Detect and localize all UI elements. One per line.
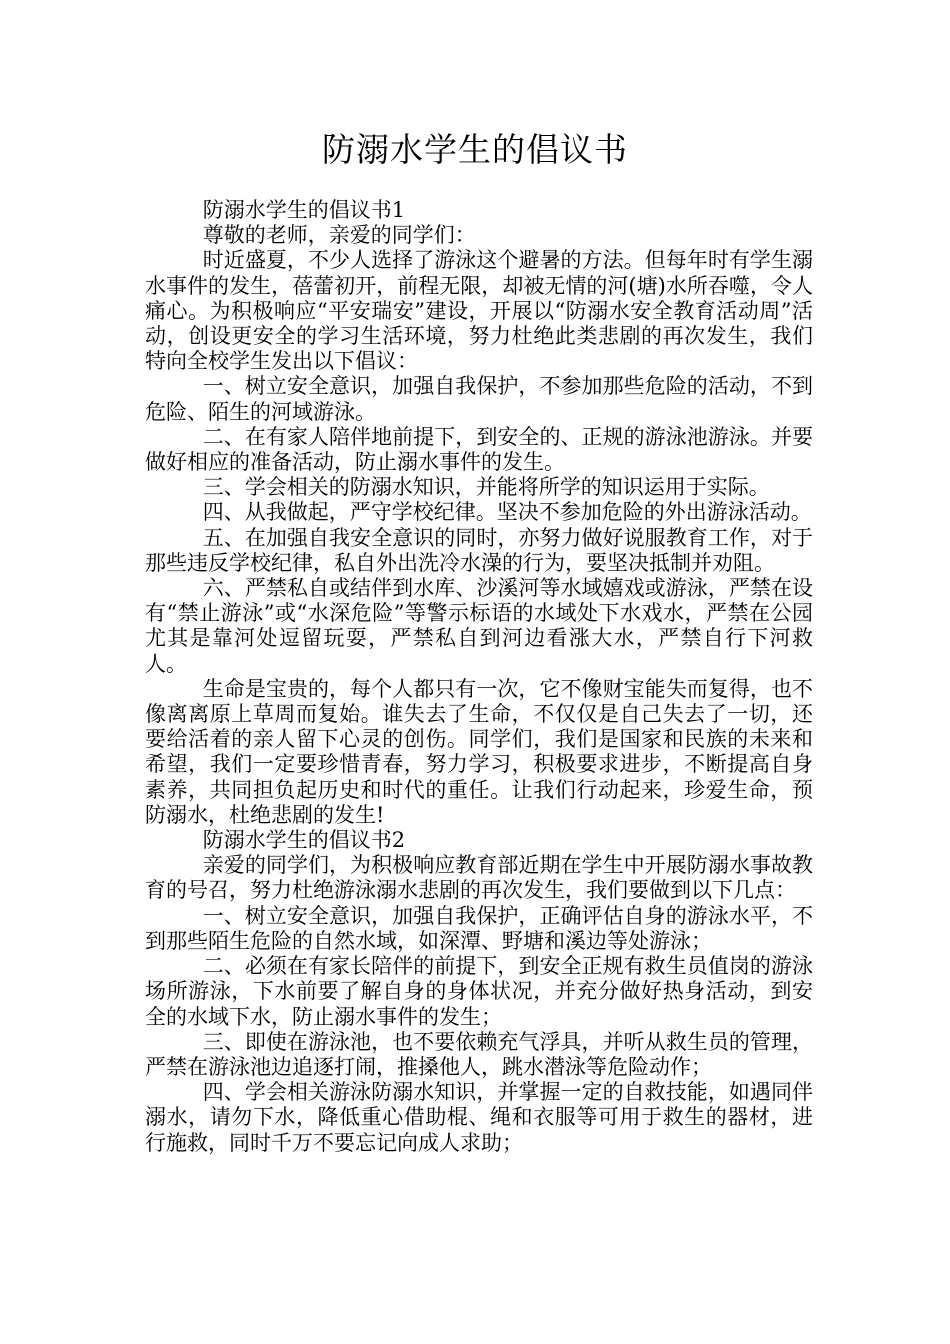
section-heading-2: 防溺水学生的倡议书2 <box>202 828 406 853</box>
paragraph-item-2-4: 四、学会相关游泳防溺水知识，并掌握一定的自救技能，如遇同伴溺水，请勿下水，降低重心借助棍、绳和衣服等可用于救生的器材，进行施救，同时千万不要忘记向成人求助； <box>145 1080 813 1155</box>
paragraph-intro-2: 亲爱的同学们，为积极响应教育部近期在学生中开展防溺水事故教育的号召，努力杜绝游泳溺水悲剧的再次发生，我们要做到以下几点： <box>145 853 813 903</box>
document-body <box>145 198 813 1156</box>
paragraph-item-2-1: 一、树立安全意识，加强自我保护，正确评估自身的游泳水平，不到那些陌生危险的自然水域，如深潭、野塘和溪边等处游泳； <box>145 903 813 953</box>
section-heading-1: 防溺水学生的倡议书1 <box>202 198 406 222</box>
paragraph-conclusion: 生命是宝贵的，每个人都只有一次，它不像财宝能失而复得，也不像离离原上草周而复始。谁失去了生命，不仅仅是自己失去了一切，还要给活着的亲人留下心灵的创伤。同学们，我们是国家和民族的未来和希望，我们一定要珍惜青春，努力学习，积极要求进步，不断提高自身素养，共同担负起历史和时代的重任。让我们行动起来，珍爱生命，预防溺水，杜绝悲剧的发生! <box>145 676 813 827</box>
paragraph-item-6: 六、严禁私自或结伴到水库、沙溪河等水域嬉戏或游泳，严禁在设有“禁止游泳”或“水深危险”等警示标语的水域处下水戏水，严禁在公园尤其是靠河处逗留玩耍，严禁私自到河边看涨大水，严禁自行下河救人。 <box>145 576 813 676</box>
paragraph-item-2-2: 二、必须在有家长陪伴的前提下，到安全正规有救生员值岗的游泳场所游泳，下水前要了解自身的身体状况，并充分做好热身活动，到安全的水域下水，防止溺水事件的发生； <box>145 954 813 1029</box>
paragraph-item-4: 四、从我做起，严守学校纪律。坚决不参加危险的外出游泳活动。 <box>202 500 812 525</box>
document-title: 防溺水学生的倡议书 <box>322 130 628 169</box>
salutation: 尊敬的老师，亲爱的同学们： <box>202 223 476 248</box>
paragraph-item-2: 二、在有家人陪伴地前提下，到安全的、正规的游泳池游泳。并要做好相应的准备活动，防止溺水事件的发生。 <box>145 424 813 475</box>
paragraph-item-2-3: 三、即使在游泳池，也不要依赖充气浮具，并听从救生员的管理，严禁在游泳池边追逐打闹，推搡他人，跳水潜泳等危险动作； <box>145 1029 813 1079</box>
paragraph-item-5: 五、在加强自我安全意识的同时，亦努力做好说服教育工作，对于那些违反学校纪律，私自外出洗冷水澡的行为，要坚决抵制并劝阻。 <box>145 525 813 575</box>
paragraph-intro: 时近盛夏，不少人选择了游泳这个避暑的方法。但每年时有学生溺水事件的发生，蓓蕾初开，前程无限，却被无情的河(塘)水所吞噬，令人痛心。为积极响应“平安瑞安”建设，开展以“防溺水安全教育活动周”活动，创设更安全的学习生活环境，努力杜绝此类悲剧的再次发生，我们特向全校学生发出以下倡议： <box>145 248 813 374</box>
paragraph-item-3: 三、学会相关的防溺水知识，并能将所学的知识运用于实际。 <box>202 475 770 500</box>
paragraph-item-1: 一、树立安全意识，加强自我保护，不参加那些危险的活动，不到危险、陌生的河域游泳。 <box>145 374 813 424</box>
